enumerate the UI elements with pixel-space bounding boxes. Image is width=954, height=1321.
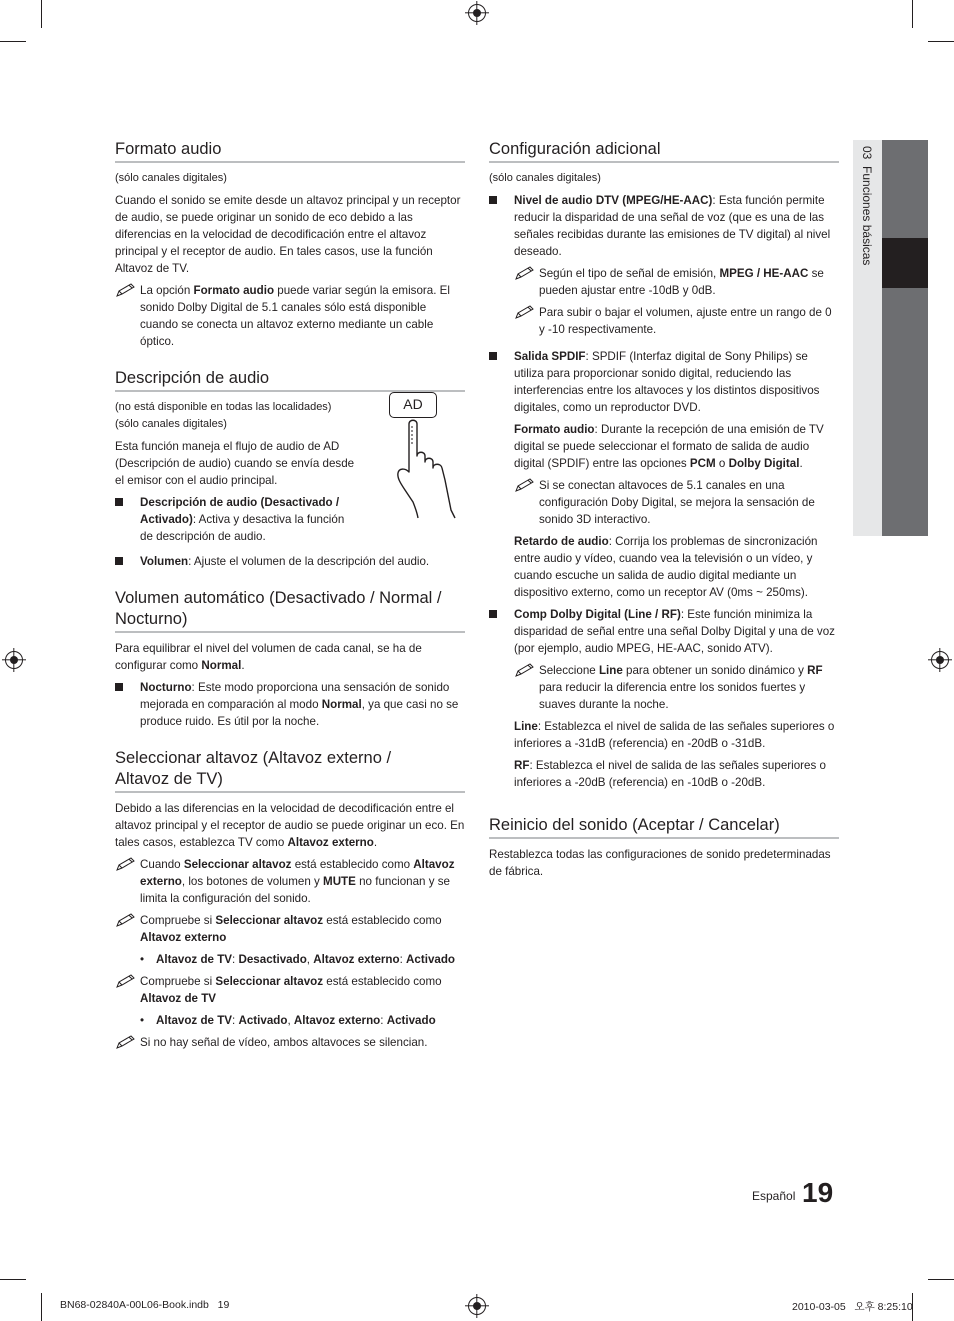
section-formato-audio bbox=[115, 139, 465, 350]
slug-file: BN68-02840A-00L06-Book.indb 19 bbox=[60, 1299, 230, 1311]
section-body: Esta función maneja el flujo de audio de AD (Descripción de audio) cuando se envía desde el emisor con el audio principal. bbox=[115, 440, 355, 487]
note: Si no hay señal de vídeo, ambos altavoces se silencian. bbox=[115, 1034, 465, 1051]
section-subtitle: (sólo canales digitales) bbox=[115, 172, 227, 184]
pencil-note-icon bbox=[514, 477, 536, 493]
list-item: Nivel de audio DTV (MPEG/HE-AAC): Esta función permite reducir la disparidad de una señal de voz (que es una de las señales recibidas durante las emisiones de TV digital) al nivel deseado. bbox=[489, 192, 839, 260]
pencil-note-icon bbox=[115, 856, 137, 872]
section-title: Descripción de audio bbox=[115, 368, 465, 392]
section-configuracion-adicional bbox=[489, 139, 839, 791]
section-title: Formato audio bbox=[115, 139, 465, 163]
crop-mark bbox=[0, 41, 26, 42]
crop-mark bbox=[0, 1279, 26, 1280]
section-body: Debido a las diferencias en la velocidad de decodificación entre el altavoz principal y el receptor de audio se puede originar un eco. En tales casos, establezca TV como Altavoz externo. bbox=[115, 802, 465, 849]
note: Según el tipo de señal de emisión, MPEG / HE-AAC se pueden ajustar entre -10dB y 0dB. bbox=[514, 265, 839, 299]
pencil-note-icon bbox=[514, 662, 536, 678]
chapter-label: 03 Funciones básicas bbox=[860, 146, 874, 266]
section-body: Para equilibrar el nivel del volumen de cada canal, se ha de configurar como Normal. bbox=[115, 642, 422, 672]
pencil-note-icon bbox=[514, 265, 536, 281]
pencil-note-icon bbox=[115, 912, 137, 928]
list-item: Nocturno: Este modo proporciona una sensación de sonido mejorada en comparación al modo Normal, ya que casi no se produce ruido. Es útil por la noche. bbox=[115, 679, 465, 730]
pencil-note-icon bbox=[115, 1034, 137, 1050]
section-subtitle: (sólo canales digitales) bbox=[115, 418, 227, 430]
note: Compruebe si Seleccionar altavoz está establecido como Altavoz de TV bbox=[115, 973, 465, 1007]
section-reinicio-sonido bbox=[489, 815, 839, 880]
left-column bbox=[115, 139, 465, 1056]
section-subtitle: (no está disponible en todas las localidades) bbox=[115, 401, 332, 413]
pencil-note-icon bbox=[115, 973, 137, 989]
ad-button-icon: AD bbox=[389, 392, 437, 418]
list-item: • Altavoz de TV: Activado, Altavoz externo: Activado bbox=[140, 1012, 465, 1029]
list-item: Volumen: Ajuste el volumen de la descripción del audio. bbox=[115, 553, 465, 570]
section-volumen-automatico bbox=[115, 588, 465, 730]
list-item: Descripción de audio (Desactivado / Activado): Activa y desactiva la función de descripción de audio. bbox=[115, 494, 355, 545]
note: Seleccione Line para obtener un sonido dinámico y RF para reducir la diferencia entre los sonidos fuertes y suaves durante la noche. bbox=[514, 662, 839, 713]
section-title: Configuración adicional bbox=[489, 139, 839, 163]
sub-option: Retardo de audio: Corrija los problemas de sincronización entre audio y vídeo, cuando vea la televisión o un vídeo, y cuando escuche un salida de audio digital mediante un dispositivo externo, como un receptor AV (0ms ~ 250ms). bbox=[514, 535, 818, 599]
chapter-tab-marker bbox=[882, 238, 928, 288]
sub-option: Line: Establezca el nivel de salida de las señales superiores o inferiores a -31dB (referencia) en -20dB o -31dB. bbox=[514, 720, 835, 750]
list-item: • Altavoz de TV: Desactivado, Altavoz externo: Activado bbox=[140, 951, 465, 968]
sub-option: RF: Establezca el nivel de salida de las señales superiores o inferiores a -20dB (referencia) en -10dB o -20dB. bbox=[514, 759, 826, 789]
registration-mark-icon bbox=[931, 651, 949, 669]
page-number: 19 bbox=[802, 1177, 834, 1208]
section-title: Reinicio del sonido (Aceptar / Cancelar) bbox=[489, 815, 839, 839]
note: Compruebe si Seleccionar altavoz está establecido como Altavoz externo bbox=[115, 912, 465, 946]
note: Si se conectan altavoces de 5.1 canales en una configuración Doby Digital, se mejora la sensación de sonido 3D interactivo. bbox=[514, 477, 839, 528]
section-body: Restablezca todas las configuraciones de sonido predeterminadas de fábrica. bbox=[489, 848, 831, 878]
section-title: Volumen automático (Desactivado / Normal / Nocturno) bbox=[115, 588, 465, 633]
note: Cuando Seleccionar altavoz está establecido como Altavoz externo, los botones de volumen y MUTE no funcionan y se limita la configuración del sonido. bbox=[115, 856, 465, 907]
note: Para subir o bajar el volumen, ajuste entre un rango de 0 y -10 respectivamente. bbox=[514, 304, 839, 338]
crop-mark bbox=[41, 1293, 42, 1321]
section-subtitle: (sólo canales digitales) bbox=[489, 172, 601, 184]
section-descripcion-audio bbox=[115, 368, 465, 570]
registration-mark-icon bbox=[468, 1297, 486, 1315]
crop-mark bbox=[41, 0, 42, 28]
ad-illustration bbox=[387, 392, 467, 520]
pointing-hand-icon bbox=[387, 406, 467, 520]
crop-mark bbox=[912, 0, 913, 28]
crop-mark bbox=[928, 1279, 954, 1280]
section-body: Cuando el sonido se emite desde un altavoz principal y un receptor de audio, se puede originar un sonido de eco debido a las diferencias en la velocidad de decodificación entre el altavoz principal y el receptor de audio. En tales casos, use la función Altavoz de TV. bbox=[115, 194, 461, 275]
right-column bbox=[489, 139, 839, 885]
chapter-sidebar bbox=[853, 140, 928, 536]
section-seleccionar-altavoz bbox=[115, 748, 465, 1051]
registration-mark-icon bbox=[5, 651, 23, 669]
section-title: Seleccionar altavoz (Altavoz externo / Altavoz de TV) bbox=[115, 748, 465, 793]
pencil-note-icon bbox=[115, 282, 137, 298]
list-item: Salida SPDIF: SPDIF (Interfaz digital de Sony Philips) se utiliza para proporcionar sonido digital, reduciendo las interferencias entre los altavoces y los distintos dispositivos digitales, como un reproductor DVD. bbox=[489, 348, 839, 416]
sub-option: Formato audio: Durante la recepción de una emisión de TV digital se puede seleccionar el formato de salida de audio digital (SPDIF) entre las opciones PCM o Dolby Digital. bbox=[514, 423, 824, 470]
slug-timestamp: 2010-03-05 오후 8:25:10 bbox=[792, 1301, 913, 1313]
registration-mark-icon bbox=[468, 4, 486, 22]
footer-language: Español bbox=[752, 1189, 796, 1203]
list-item: Comp Dolby Digital (Line / RF): Este función minimiza la disparidad de señal entre una señal Dolby Digital y una de voz (por ejemplo, audio MPEG, HE-AAC, sonido ATV). bbox=[489, 606, 839, 657]
pencil-note-icon bbox=[514, 304, 536, 320]
note: La opción Formato audio puede variar según la emisora. El sonido Dolby Digital de 5.1 canales sólo está disponible cuando se conecta un altavoz externo mediante un cable óptico. bbox=[115, 282, 465, 350]
crop-mark bbox=[928, 41, 954, 42]
